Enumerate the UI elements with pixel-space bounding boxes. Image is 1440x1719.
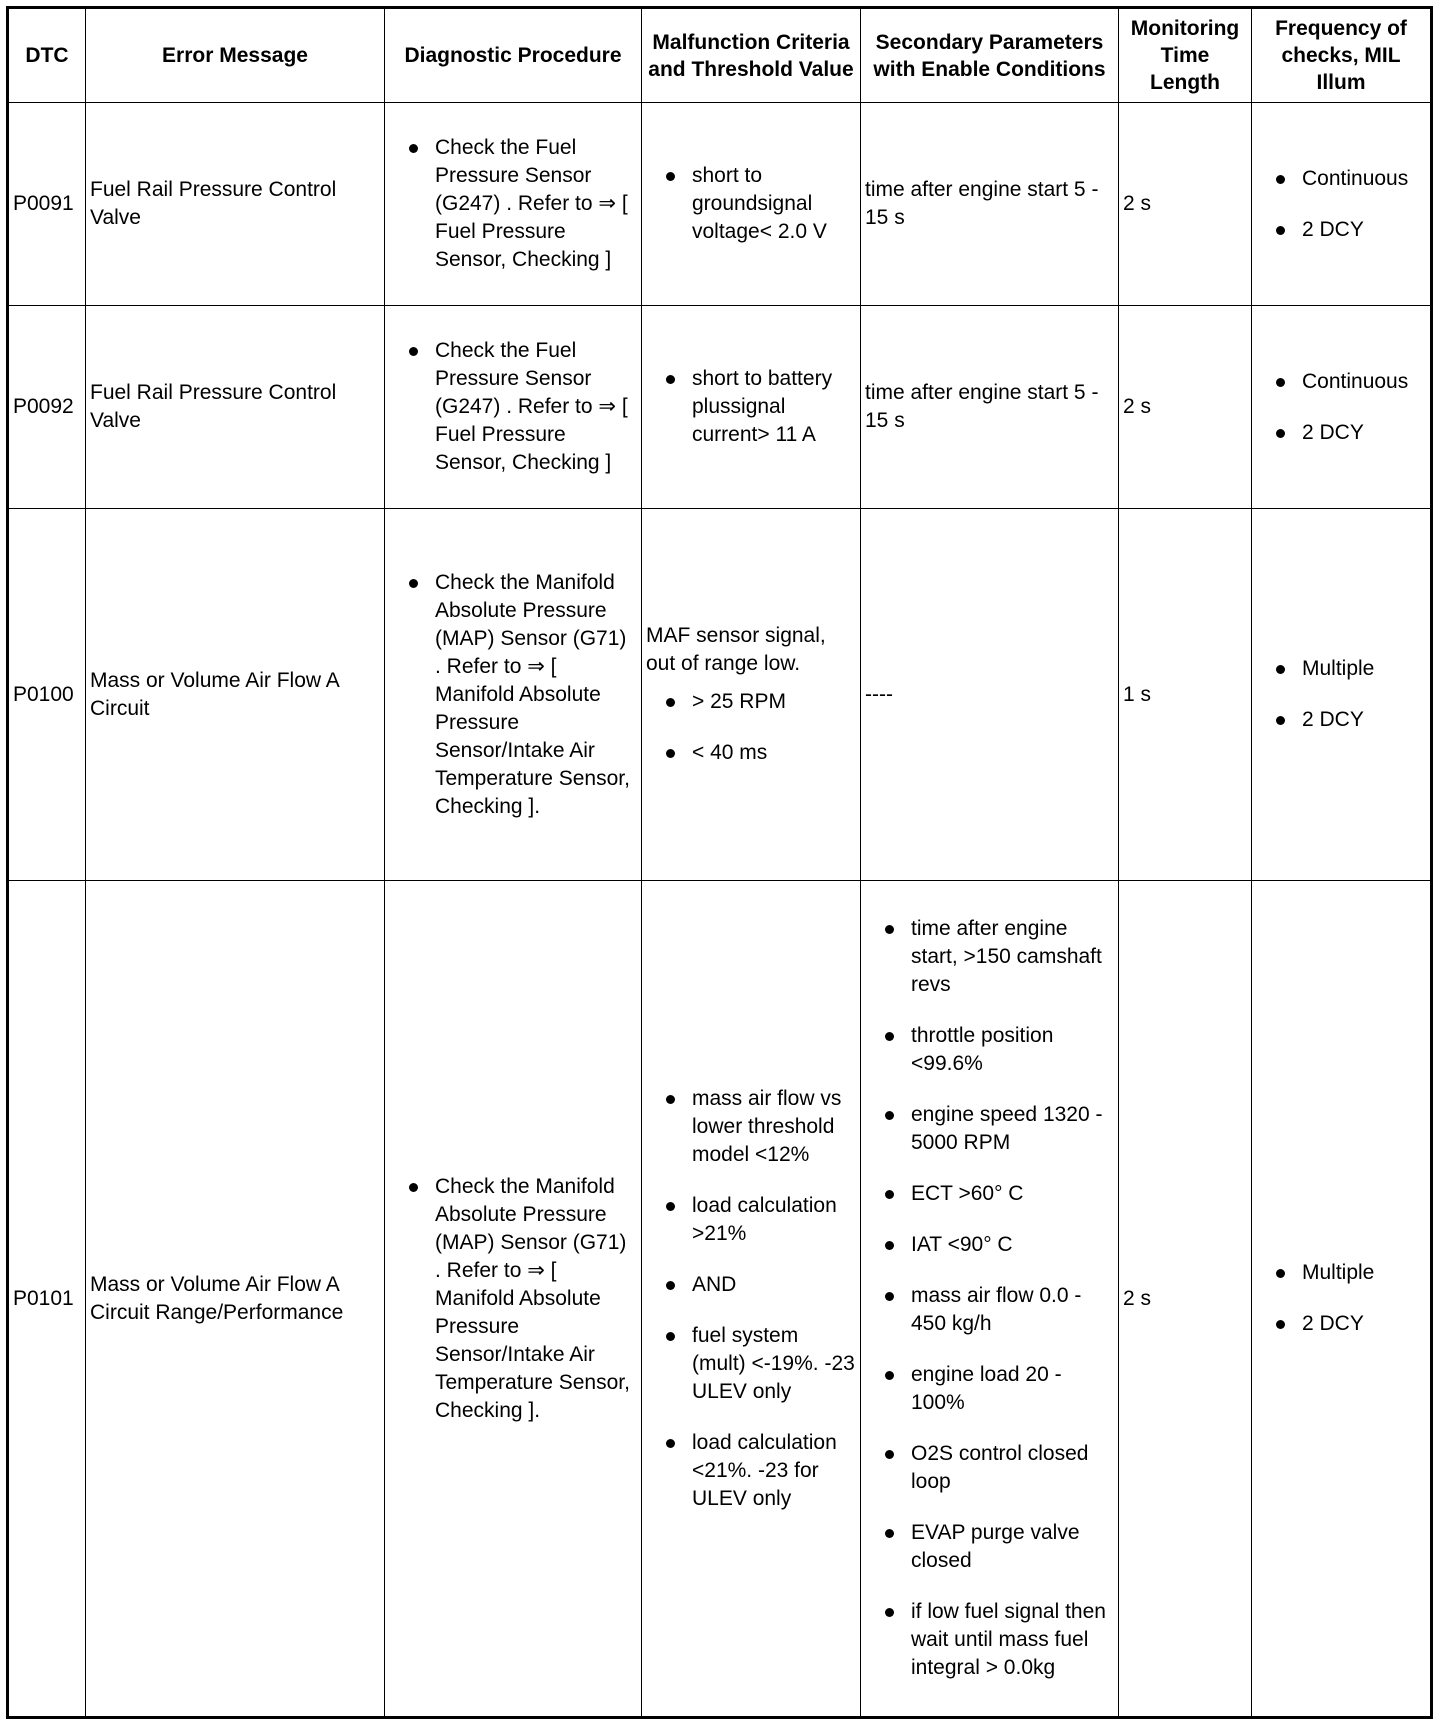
header-frequency: Frequency of checks, MIL Illum xyxy=(1252,8,1432,103)
criteria-item: short to battery plussignal current> 11 A xyxy=(646,365,856,449)
frequency xyxy=(1252,306,1432,509)
diagnostic-procedure xyxy=(385,509,642,881)
procedure-item: Check the Manifold Absolute Pressure (MAP) Sensor (G71) . Refer to ⇒ [ Manifold Absolute Pressure Sensor/Intake Air Temperature Sensor, Checking ]. xyxy=(389,569,637,821)
frequency xyxy=(1252,509,1432,881)
frequency-item: Continuous xyxy=(1256,368,1426,396)
secondary-item: EVAP purge valve closed xyxy=(865,1519,1114,1575)
secondary-item: time after engine start, >150 camshaft revs xyxy=(865,915,1114,999)
header-error-message: Error Message xyxy=(86,8,385,103)
frequency-item: Multiple xyxy=(1256,655,1426,683)
header-malfunction-criteria: Malfunction Criteria and Threshold Value xyxy=(642,8,861,103)
criteria-item: < 40 ms xyxy=(646,739,856,767)
frequency-item: 2 DCY xyxy=(1256,419,1426,447)
procedure-item: Check the Fuel Pressure Sensor (G247) . Refer to ⇒ [ Fuel Pressure Sensor, Checking ] xyxy=(389,134,637,274)
header-row xyxy=(8,8,1432,103)
monitoring-time: 1 s xyxy=(1119,509,1252,881)
dtc-code: P0101 xyxy=(8,881,86,1718)
criteria-item: AND xyxy=(646,1271,856,1299)
monitoring-time: 2 s xyxy=(1119,103,1252,306)
criteria-item: load calculation <21%. -23 for ULEV only xyxy=(646,1429,856,1513)
criteria-item: load calculation >21% xyxy=(646,1192,856,1248)
frequency-item: Multiple xyxy=(1256,1259,1426,1287)
criteria-text: MAF sensor signal, out of range low. xyxy=(646,624,826,675)
secondary-item: mass air flow 0.0 - 450 kg/h xyxy=(865,1282,1114,1338)
error-message: Mass or Volume Air Flow A Circuit xyxy=(86,509,385,881)
malfunction-criteria xyxy=(642,103,861,306)
header-monitoring-time: Monitoring Time Length xyxy=(1119,8,1252,103)
error-message: Fuel Rail Pressure Control Valve xyxy=(86,306,385,509)
secondary-parameters: time after engine start 5 - 15 s xyxy=(861,306,1119,509)
procedure-item: Check the Manifold Absolute Pressure (MAP) Sensor (G71) . Refer to ⇒ [ Manifold Absolute Pressure Sensor/Intake Air Temperature Sensor, Checking ]. xyxy=(389,1173,637,1425)
dtc-code: P0091 xyxy=(8,103,86,306)
table-row xyxy=(8,881,1432,1718)
criteria-item: > 25 RPM xyxy=(646,688,856,716)
header-diagnostic-procedure: Diagnostic Procedure xyxy=(385,8,642,103)
error-message: Mass or Volume Air Flow A Circuit Range/Performance xyxy=(86,881,385,1718)
dtc-table xyxy=(6,6,1433,1719)
malfunction-criteria xyxy=(642,509,861,881)
secondary-item: engine speed 1320 - 5000 RPM xyxy=(865,1101,1114,1157)
header-dtc: DTC xyxy=(8,8,86,103)
monitoring-time: 2 s xyxy=(1119,881,1252,1718)
secondary-parameters xyxy=(861,881,1119,1718)
criteria-item: short to groundsignal voltage< 2.0 V xyxy=(646,162,856,246)
secondary-item: ECT >60° C xyxy=(865,1180,1114,1208)
table-row xyxy=(8,306,1432,509)
dtc-code: P0092 xyxy=(8,306,86,509)
frequency xyxy=(1252,103,1432,306)
malfunction-criteria xyxy=(642,306,861,509)
frequency-item: 2 DCY xyxy=(1256,216,1426,244)
error-message: Fuel Rail Pressure Control Valve xyxy=(86,103,385,306)
secondary-item: O2S control closed loop xyxy=(865,1440,1114,1496)
secondary-item: throttle position <99.6% xyxy=(865,1022,1114,1078)
secondary-item: if low fuel signal then wait until mass fuel integral > 0.0kg xyxy=(865,1598,1114,1682)
dtc-code: P0100 xyxy=(8,509,86,881)
diagnostic-procedure xyxy=(385,103,642,306)
frequency xyxy=(1252,881,1432,1718)
table-row xyxy=(8,509,1432,881)
secondary-item: IAT <90° C xyxy=(865,1231,1114,1259)
malfunction-criteria xyxy=(642,881,861,1718)
secondary-parameters: time after engine start 5 - 15 s xyxy=(861,103,1119,306)
frequency-item: 2 DCY xyxy=(1256,706,1426,734)
criteria-item: mass air flow vs lower threshold model <12% xyxy=(646,1085,856,1169)
criteria-item: fuel system (mult) <-19%. -23 ULEV only xyxy=(646,1322,856,1406)
table-row xyxy=(8,103,1432,306)
diagnostic-procedure xyxy=(385,881,642,1718)
monitoring-time: 2 s xyxy=(1119,306,1252,509)
secondary-parameters: ---- xyxy=(861,509,1119,881)
header-secondary-parameters: Secondary Parameters with Enable Conditions xyxy=(861,8,1119,103)
frequency-item: Continuous xyxy=(1256,165,1426,193)
secondary-item: engine load 20 - 100% xyxy=(865,1361,1114,1417)
frequency-item: 2 DCY xyxy=(1256,1310,1426,1338)
diagnostic-procedure xyxy=(385,306,642,509)
procedure-item: Check the Fuel Pressure Sensor (G247) . Refer to ⇒ [ Fuel Pressure Sensor, Checking ] xyxy=(389,337,637,477)
